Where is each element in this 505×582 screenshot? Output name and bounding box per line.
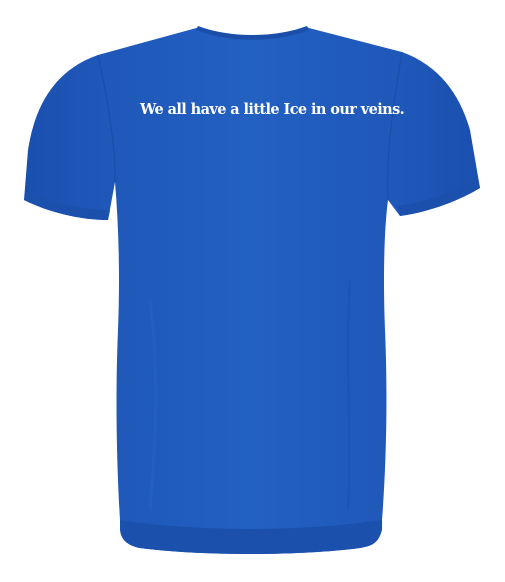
shirt-print-text: We all have a little Ice in our veins. [140, 101, 405, 118]
